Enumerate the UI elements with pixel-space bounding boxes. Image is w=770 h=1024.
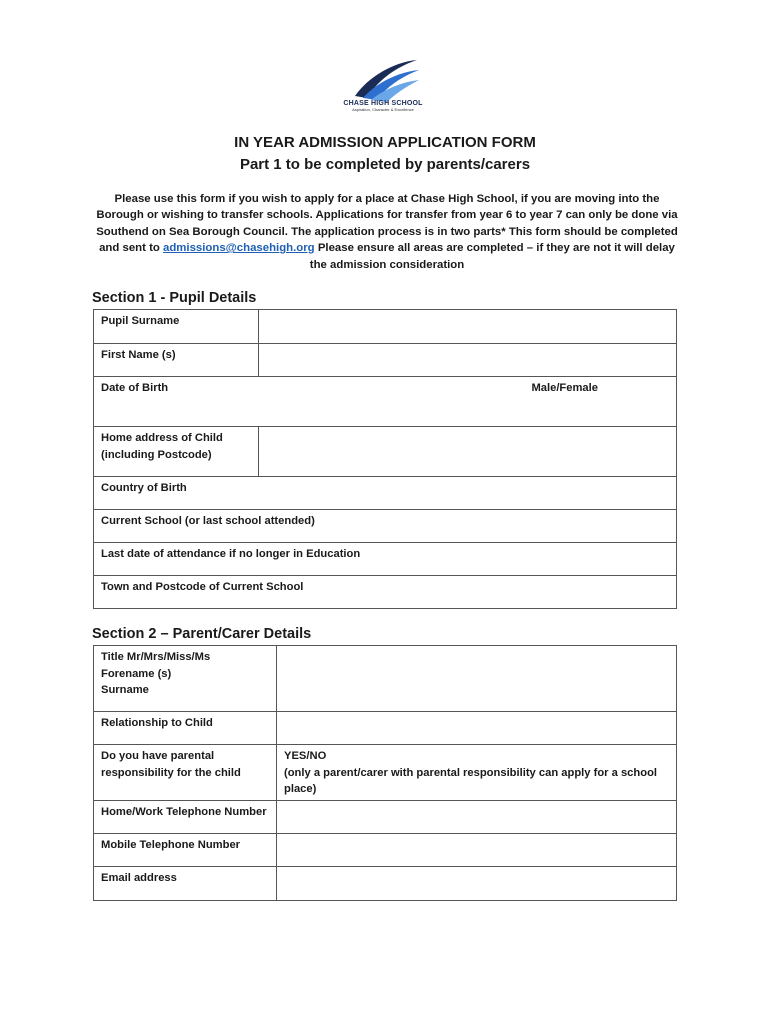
table-row <box>94 646 677 712</box>
home-work-phone-field[interactable] <box>277 800 677 833</box>
last-attendance-field[interactable] <box>94 543 677 576</box>
school-logo <box>338 52 428 124</box>
relationship-label: Relationship to Child <box>94 712 277 745</box>
parent-forename-label: Forename (s) <box>101 667 172 680</box>
pupil-details-table <box>93 309 677 609</box>
school-logo-name: CHASE HIGH SCHOOL <box>343 100 423 107</box>
form-title: IN YEAR ADMISSION APPLICATION FORM <box>234 134 536 151</box>
school-logo-swoosh-icon <box>345 52 421 102</box>
first-name-label: First Name (s) <box>94 344 259 377</box>
table-row <box>94 543 677 576</box>
current-school-field[interactable] <box>94 510 677 543</box>
table-row <box>94 477 677 510</box>
country-of-birth-label: Country of Birth <box>101 482 187 494</box>
parent-details-table <box>93 645 677 901</box>
table-row <box>94 377 677 427</box>
table-row <box>94 800 677 833</box>
school-logo-tagline: Aspiration, Character & Excellence <box>352 107 414 112</box>
table-row <box>94 712 677 745</box>
intro-paragraph <box>92 191 682 273</box>
relationship-field[interactable] <box>277 712 677 745</box>
section2-heading: Section 2 – Parent/Carer Details <box>92 626 312 642</box>
home-work-phone-label: Home/Work Telephone Number <box>94 800 277 833</box>
table-row <box>94 510 677 543</box>
parent-name-labels <box>94 646 277 712</box>
table-row <box>94 310 677 344</box>
parent-title-label: Title Mr/Mrs/Miss/Ms <box>101 651 211 663</box>
parent-surname-label: Surname <box>101 684 149 696</box>
intro-text: Please use this form if you wish to apply for a place at Chase High School, if you are moving into the Borough or wishing to transfer schools. Applications for transfer from year 6 to year 7 can only be done via Southend on Sea Borough Council. The application process is in two parts* This form should be completed and sent to <box>96 193 678 255</box>
parental-responsibility-field[interactable] <box>277 745 677 801</box>
home-address-label: Home address of Child (including Postcode) <box>94 427 259 477</box>
dob-label: Date of Birth <box>101 382 169 394</box>
mobile-phone-field[interactable] <box>277 833 677 866</box>
yes-no-option[interactable]: YES/NO <box>284 750 327 762</box>
table-row <box>94 745 677 801</box>
email-address-label: Email address <box>94 866 277 900</box>
table-row <box>94 344 677 377</box>
section1-heading: Section 1 - Pupil Details <box>92 290 257 306</box>
admissions-email-link[interactable]: admissions@chasehigh.org <box>163 242 315 255</box>
last-attendance-label: Last date of attendance if no longer in Education <box>101 548 361 560</box>
table-row <box>94 866 677 900</box>
home-address-field[interactable] <box>259 427 677 477</box>
pupil-surname-field[interactable] <box>259 310 677 344</box>
pupil-surname-label: Pupil Surname <box>94 310 259 344</box>
table-row <box>94 576 677 609</box>
mobile-phone-label: Mobile Telephone Number <box>94 833 277 866</box>
intro-text-end: Please ensure all areas are completed – if they are not it will delay the admission consideration <box>309 242 675 271</box>
first-name-field[interactable] <box>259 344 677 377</box>
dob-field[interactable] <box>94 377 677 427</box>
gender-label: Male/Female <box>531 382 598 394</box>
parent-name-field[interactable] <box>277 646 677 712</box>
school-town-postcode-label: Town and Postcode of Current School <box>101 581 304 593</box>
parental-responsibility-note: (only a parent/carer with parental responsibility can apply for a school place) <box>284 766 658 795</box>
form-subtitle: Part 1 to be completed by parents/carers <box>239 156 531 173</box>
table-row <box>94 427 677 477</box>
email-address-field[interactable] <box>277 866 677 900</box>
parental-responsibility-label: Do you have parental responsibility for the child <box>94 745 277 801</box>
table-row <box>94 833 677 866</box>
current-school-label: Current School (or last school attended) <box>101 515 315 527</box>
country-of-birth-field[interactable] <box>94 477 677 510</box>
school-town-postcode-field[interactable] <box>94 576 677 609</box>
